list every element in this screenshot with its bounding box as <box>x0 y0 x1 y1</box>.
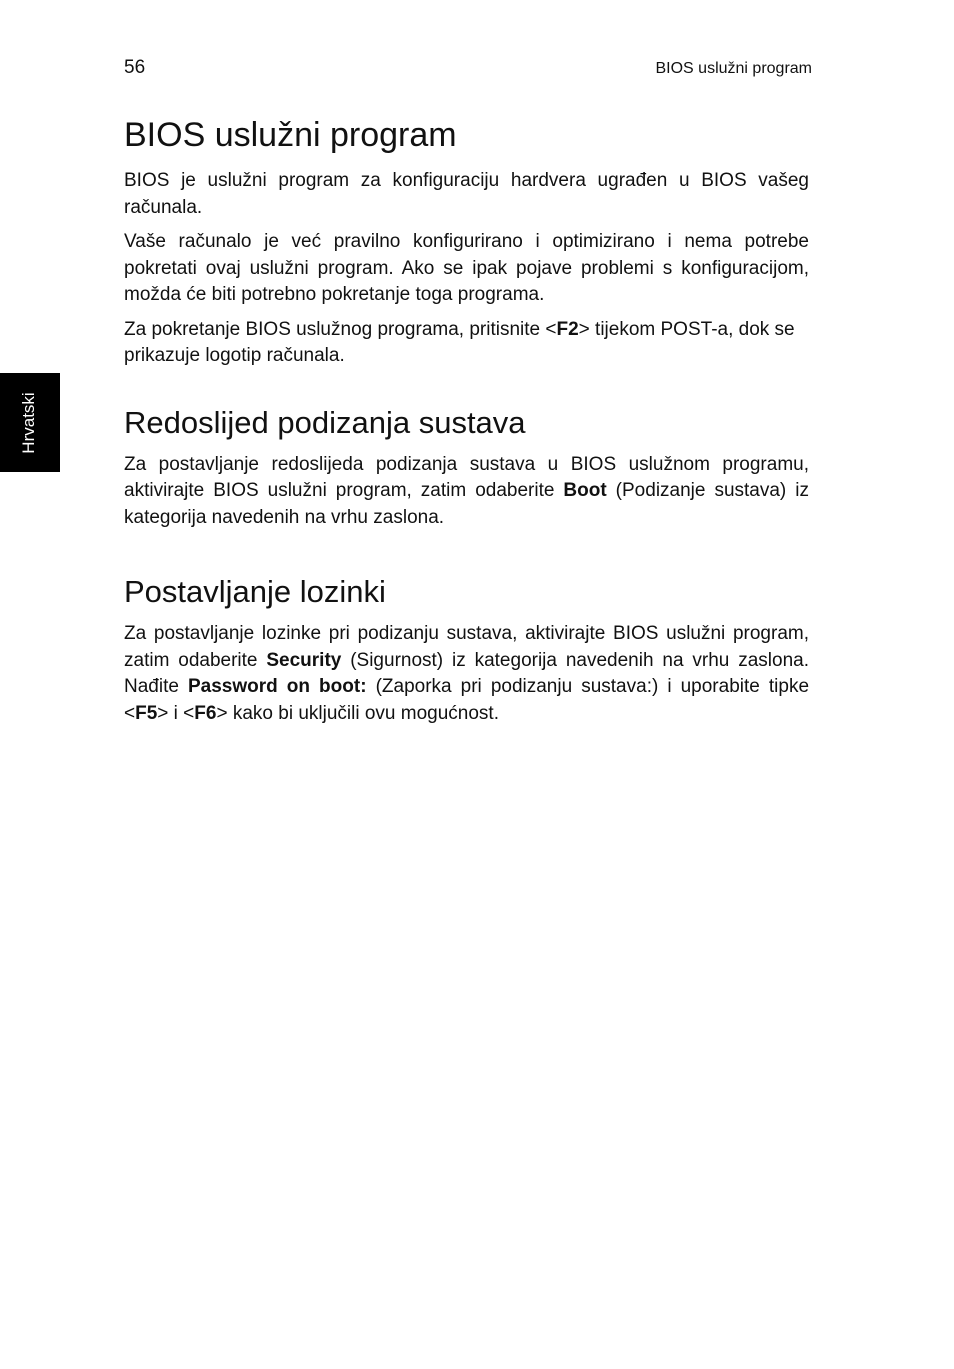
key-f6: F6 <box>194 702 217 724</box>
section-title-passwords: Postavljanje lozinki <box>124 574 386 609</box>
paragraph-passwords: Za postavljanje lozinke pri podizanju sustava, aktivirajte BIOS uslužni program, zatim odaberite Security (Sigurnost) iz kategorija navedenih na vrhu zaslona. Nađite Password on boot: (Zaporka pri podizanju sustava:) i uporabite tipke <F5> i <F6> kako bi uključili ovu mogućnost. <box>124 623 810 724</box>
language-tab <box>0 373 60 472</box>
paragraph-bios-configured: Vaše računalo je već pravilno konfigurirano i optimizirano i nema potrebe pokretati ovaj uslužni program. Ako se ipak pojave problemi s konfiguracijom, možda će biti potrebno pokretanje toga programa. <box>124 231 809 305</box>
running-header: BIOS uslužni program <box>655 60 812 77</box>
key-f5: F5 <box>135 702 158 724</box>
section-title-bios-utility: BIOS uslužni program <box>124 116 457 154</box>
section-boot-sequence <box>124 404 809 532</box>
term-boot: Boot <box>563 480 607 501</box>
paragraph-bios-launch: Za pokretanje BIOS uslužnog programa, pritisnite <F2> tijekom POST-a, dok se prikazuje logotip računala. <box>124 318 795 366</box>
section-bios-utility <box>124 114 809 370</box>
term-security: Security <box>266 649 342 671</box>
paragraph-bios-intro: BIOS je uslužni program za konfiguraciju hardvera ugrađen u BIOS vašeg računala. <box>124 170 809 218</box>
term-password-on-boot: Password on boot: <box>187 676 367 697</box>
language-tab-label: Hrvatski <box>19 392 38 454</box>
page-number: 56 <box>124 57 146 78</box>
key-f2: F2 <box>556 318 579 340</box>
paragraph-boot-sequence: Za postavljanje redoslijeda podizanja sustava u BIOS uslužnom programu, aktivirajte BIOS uslužni program, zatim odaberite Boot (Podizanje sustava) iz kategorija navedenih na vrhu zaslona. <box>124 453 809 528</box>
section-title-boot-sequence: Redoslijed podizanja sustava <box>124 404 526 440</box>
page-content <box>124 114 809 735</box>
section-passwords <box>124 573 809 727</box>
